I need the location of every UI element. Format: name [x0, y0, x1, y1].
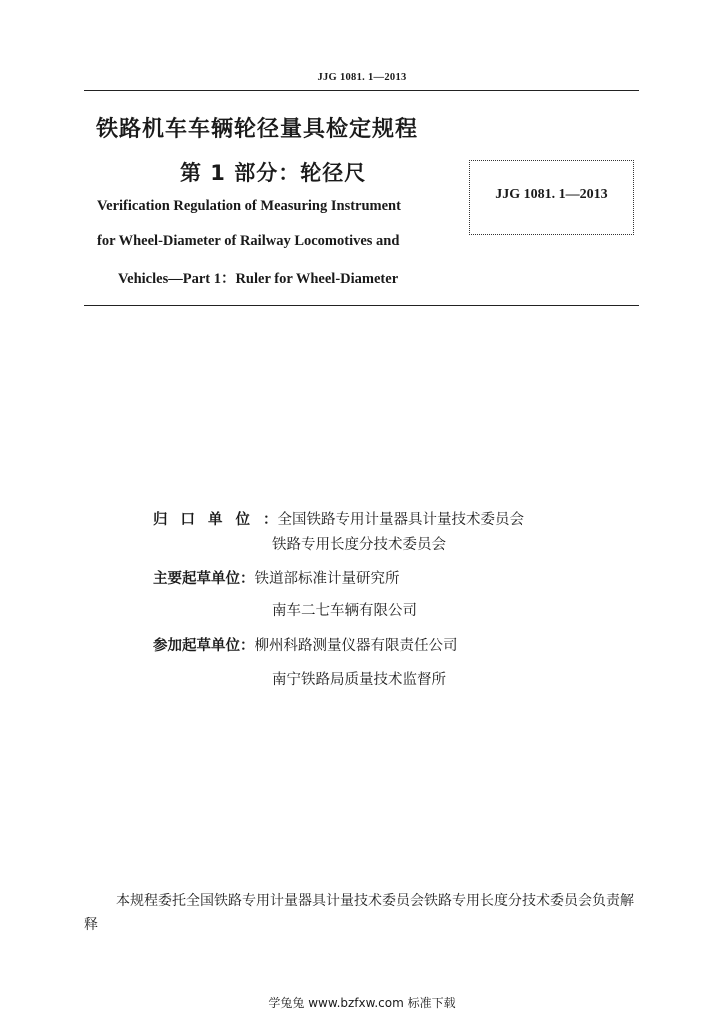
centralized-unit-label: 归口单位	[153, 512, 263, 528]
header-rule	[84, 90, 639, 91]
participating-unit-2: 南宁铁路局质量技术监督所	[272, 672, 446, 688]
title-english-line-2: for Wheel-Diameter of Railway Locomotives and	[97, 233, 400, 249]
main-drafting-label: 主要起草单位：	[153, 571, 255, 587]
participating-unit-1: 柳州科路测量仪器有限责任公司	[254, 638, 458, 654]
title-english-line-3: Vehicles—Part 1：Ruler for Wheel-Diameter	[118, 271, 399, 287]
title-rule	[84, 305, 639, 306]
header-standard-code: JJG 1081. 1—2013	[317, 72, 407, 83]
title-english-line-1: Verification Regulation of Measuring Instrument	[97, 198, 401, 214]
subtitle-part-chinese: 第 1 部分：轮径尺	[180, 161, 367, 185]
interpretation-note: 本规程委托全国铁路专用计量器具计量技术委员会铁路专用长度分技术委员会负责解释	[84, 893, 634, 933]
main-drafting-row	[153, 567, 400, 588]
centralized-unit-2: 铁路专用长度分技术委员会	[272, 537, 446, 553]
participating-drafting-row	[153, 634, 458, 655]
participating-drafting-label: 参加起草单位：	[153, 638, 255, 654]
main-drafting-unit-2: 南车二七车辆有限公司	[272, 603, 417, 619]
main-drafting-unit-1: 铁道部标准计量研究所	[254, 571, 400, 587]
title-chinese: 铁路机车车辆轮径量具检定规程	[96, 117, 419, 142]
standard-code: JJG 1081. 1—2013	[495, 186, 608, 202]
footer-watermark: 学兔兔 www.bzfxw.com 标准下载	[268, 996, 456, 1010]
centralized-unit-colon: ：	[263, 512, 278, 528]
centralized-unit-row	[153, 508, 524, 529]
centralized-unit-1: 全国铁路专用计量器具计量技术委员会	[277, 512, 524, 528]
standard-code-box	[469, 160, 634, 235]
